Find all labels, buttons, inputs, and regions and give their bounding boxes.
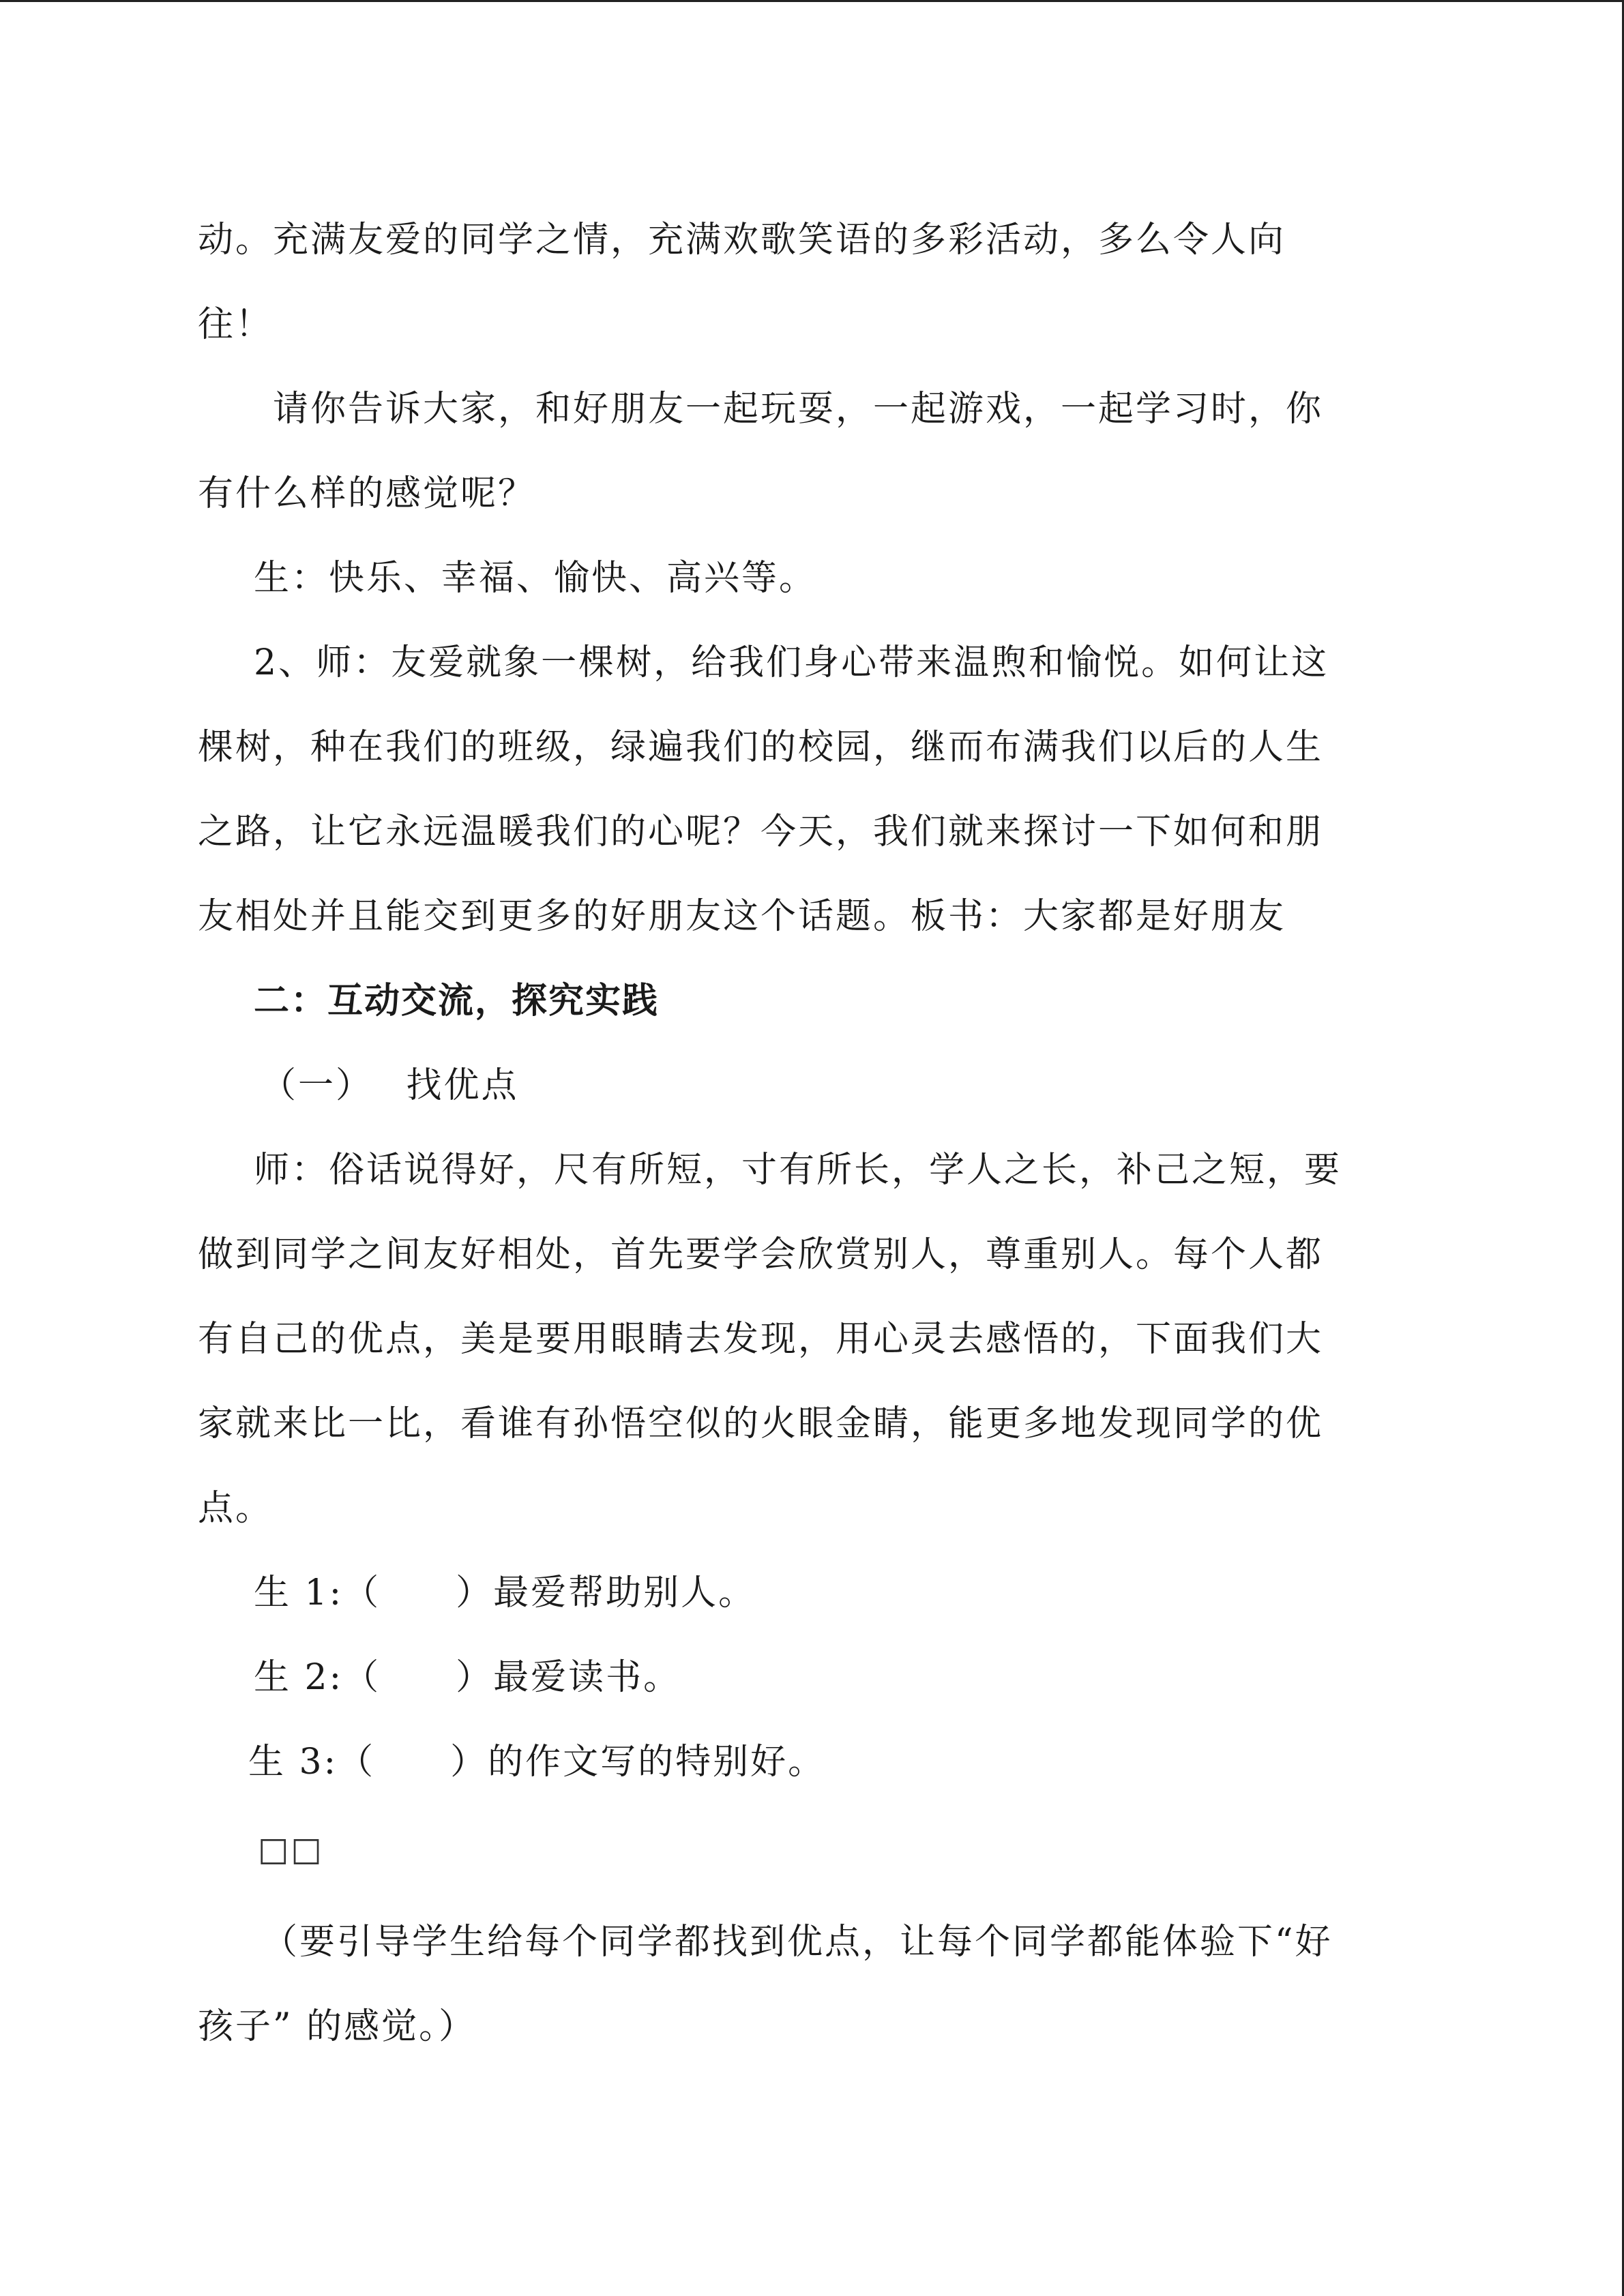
text-line-12: 师：俗话说得好，尺有所短，寸有所长，学人之长，补己之短，要 [254,1150,1342,1191]
text-line-6: 2、师：友爱就象一棵树，给我们身心带来温煦和愉悦。如何让这 [254,642,1329,683]
text-line-1: 动。充满友爱的同学之情，充满欢歌笑语的多彩活动，多么令人向 [198,220,1286,260]
text-line-4: 有什么样的感觉呢？ [198,473,536,514]
text-line-8: 之路，让它永远温暖我们的心呢？今天，我们就来探讨一下如何和朋 [198,811,1324,852]
text-line-7: 棵树，种在我们的班级，绿遍我们的校园，继而布满我们以后的人生 [198,727,1324,768]
text-line-13: 做到同学之间友好相处，首先要学会欣赏别人，尊重别人。每个人都 [198,1234,1324,1275]
top-border-line [0,0,1624,2]
section-heading: 二：互动交流，探究实践 [254,981,660,1022]
text-line-22: 孩子” 的感觉。） [198,2006,477,2047]
text-line-21: （要引导学生给每个同学都找到优点，让每个同学都能体验下“好 [262,1922,1333,1963]
text-line-3: 请你告诉大家，和好朋友一起玩耍，一起游戏，一起学习时，你 [273,389,1324,430]
text-line-2: 往！ [198,304,274,345]
student-1-line: 生 1:（ ）最爱帮助别人。 [254,1572,756,1613]
subsection-heading: （一） 找优点 [261,1065,519,1106]
student-2-line: 生 2:（ ）最爱读书。 [254,1657,681,1698]
text-line-9: 友相处并且能交到更多的好朋友这个话题。板书：大家都是好朋友 [198,896,1286,937]
student-3-line: 生 3:（ ）的作文写的特别好。 [248,1742,826,1783]
text-line-16: 点。 [198,1488,274,1529]
text-line-14: 有自己的优点，美是要用眼睛去发现，用心灵去感悟的，下面我们大 [198,1319,1324,1360]
text-line-15: 家就来比一比，看谁有孙悟空似的火眼金睛，能更多地发现同学的优 [198,1403,1324,1444]
student-answer-line: 生：快乐、幸福、愉快、高兴等。 [254,558,817,599]
placeholder-boxes: □□ [258,1830,324,1868]
